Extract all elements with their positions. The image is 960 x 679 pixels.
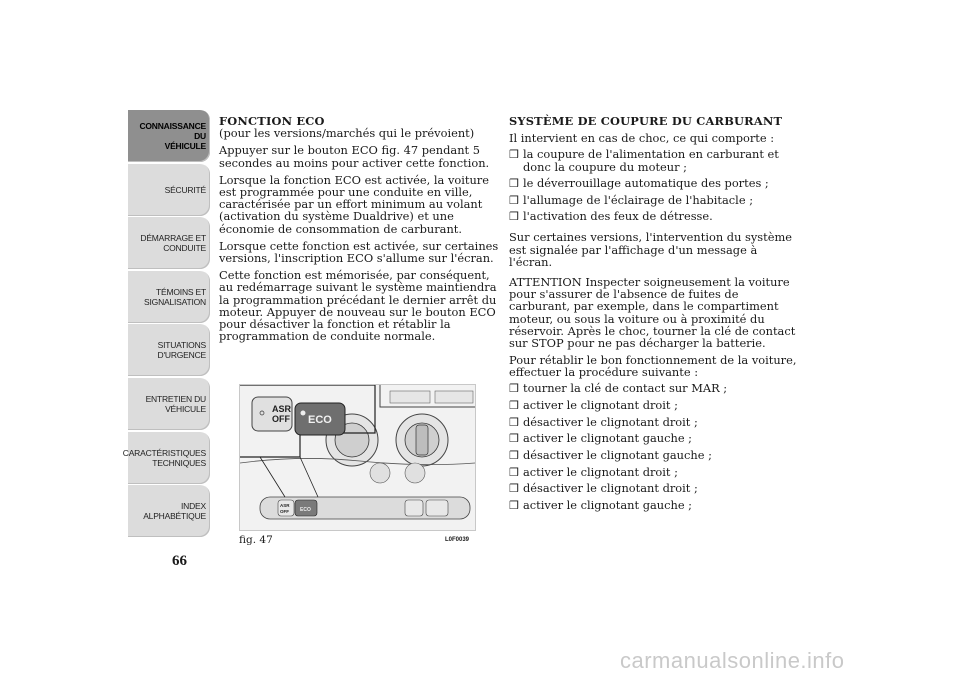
tab-label: SITUATIONS D'URGENCE	[157, 340, 206, 361]
tab-connaissance-du-vehicule[interactable]	[128, 110, 210, 162]
list-item-text: tourner la clé de contact sur MAR ;	[523, 381, 728, 396]
tab-demarrage-et-conduite[interactable]	[128, 217, 210, 269]
list-item	[509, 177, 799, 190]
checkbox-bullet-icon: ❒	[509, 448, 519, 462]
tab-situations-d-urgence[interactable]	[128, 324, 210, 376]
checkbox-bullet-icon: ❒	[509, 193, 519, 207]
small-eco-label: ECO	[300, 507, 311, 513]
list-item	[509, 210, 799, 223]
figure-47-eco-button	[239, 384, 476, 531]
paragraph: Lorsque la fonction ECO est activée, la voiture est programmée pour une conduite en ville, caractérisée par un effort minimum au volant (activation du système Dualdrive) et une économie de consommation de carburant.	[219, 172, 489, 236]
tab-label: CARACTÉRISTIQUES TECHNIQUES	[122, 447, 206, 468]
tab-label: DÉMARRAGE ET CONDUITE	[140, 233, 206, 254]
list-item-text: désactiver le clignotant gauche ;	[523, 447, 712, 462]
list-item	[509, 449, 799, 462]
small-asr-line2: OFF	[280, 509, 289, 514]
paragraph: Cette fonction est mémorisée, par conséquent, au redémarrage suivant le système maintiendra la programmation précédant le dernier arrêt du moteur. Appuyer de nouveau sur le bouton ECO pour désactiver la fonction et rétablir la programmation de conduite normale.	[219, 268, 497, 344]
checkbox-bullet-icon: ❒	[509, 415, 519, 429]
list-item-text: activer le clignotant droit ;	[523, 464, 678, 479]
list-item	[509, 416, 799, 429]
chapter-tabs	[122, 110, 210, 539]
list-item-text: désactiver le clignotant droit ;	[523, 481, 698, 496]
list-item	[509, 382, 799, 395]
tab-label: TÉMOINS ET SIGNALISATION	[144, 286, 206, 307]
list-item-text: la coupure de l'alimentation en carburant et donc la coupure du moteur ;	[523, 146, 779, 175]
checkbox-bullet-icon: ❒	[509, 147, 519, 161]
checkbox-bullet-icon: ❒	[509, 482, 519, 496]
list-item-text: l'allumage de l'éclairage de l'habitacle ;	[523, 192, 754, 207]
dashboard-illustration	[240, 385, 475, 530]
list-item-text: activer le clignotant gauche ;	[523, 431, 693, 446]
checkbox-bullet-icon: ❒	[509, 382, 519, 396]
tab-label: INDEX ALPHABÉTIQUE	[143, 501, 206, 522]
checkbox-bullet-icon: ❒	[509, 398, 519, 412]
checkbox-bullet-icon: ❒	[509, 210, 519, 224]
section-heading-eco: FONCTION ECO	[219, 114, 325, 128]
tab-temoins-et-signalisation[interactable]	[128, 271, 210, 323]
figure-code: L0F0039	[445, 537, 470, 543]
checkbox-bullet-icon: ❒	[509, 465, 519, 479]
small-asr-line1: ASR	[280, 503, 290, 508]
checkbox-bullet-icon: ❒	[509, 499, 519, 513]
section-subheading: (pour les versions/marchés qui le prévoient)	[219, 126, 475, 141]
tab-index-alphabetique[interactable]	[128, 485, 210, 537]
list-item	[509, 482, 799, 495]
checkbox-bullet-icon: ❒	[509, 432, 519, 446]
checkbox-bullet-icon: ❒	[509, 176, 519, 190]
paragraph: Appuyer sur le bouton ECO fig. 47 pendant 5 secondes au moins pour activer cette fonction.	[219, 143, 490, 170]
tab-label: ENTRETIEN DU VÉHICULE	[145, 393, 206, 414]
tab-entretien-du-vehicule[interactable]	[128, 378, 210, 430]
list-item	[509, 194, 799, 207]
list-item	[509, 399, 799, 412]
asr-label-line1: ASR	[272, 404, 292, 414]
paragraph: Il intervient en cas de choc, ce qui comporte :	[509, 131, 775, 146]
list-item-text: activer le clignotant droit ;	[523, 397, 678, 412]
asr-label-line2: OFF	[272, 414, 290, 424]
list-item-text: le déverrouillage automatique des portes ;	[523, 175, 769, 190]
watermark: carmanualsonline.info	[620, 648, 845, 673]
tab-securite[interactable]	[128, 164, 210, 216]
right-column	[509, 115, 799, 516]
warning-paragraph: ATTENTION Inspecter soigneusement la voiture pour s'assurer de l'absence de fuites de carburant, par exemple, dans le compartiment moteur, ou sous la voiture ou à proximité du réservoir. Après le choc, tourner la clé de contact sur STOP pour ne pas décharger la batterie.	[509, 275, 796, 351]
tab-caracteristiques-techniques[interactable]	[122, 432, 210, 484]
tab-label: SÉCURITÉ	[164, 184, 206, 195]
paragraph: Lorsque cette fonction est activée, sur certaines versions, l'inscription ECO s'allume sur l'écran.	[219, 238, 499, 266]
list-item	[509, 148, 799, 173]
page-number: 66	[172, 553, 187, 569]
list-item-text: désactiver le clignotant droit ;	[523, 414, 698, 429]
list-item	[509, 466, 799, 479]
section-heading-fuel-cutoff: SYSTÈME DE COUPURE DU CARBURANT	[509, 114, 783, 128]
list-item	[509, 499, 799, 512]
list-item-text: l'activation des feux de détresse.	[523, 209, 713, 224]
paragraph: Sur certaines versions, l'intervention du système est signalée par l'affichage d'un message à l'écran.	[509, 230, 793, 269]
tab-label: CONNAISSANCE DU VÉHICULE	[139, 121, 206, 151]
list-item	[509, 432, 799, 445]
figure-caption: fig. 47	[239, 534, 273, 546]
paragraph: Pour rétablir le bon fonctionnement de la voiture, effectuer la procédure suivante :	[509, 353, 797, 380]
list-item-text: activer le clignotant gauche ;	[523, 498, 693, 513]
left-column	[219, 115, 499, 347]
eco-label: ECO	[308, 414, 332, 426]
